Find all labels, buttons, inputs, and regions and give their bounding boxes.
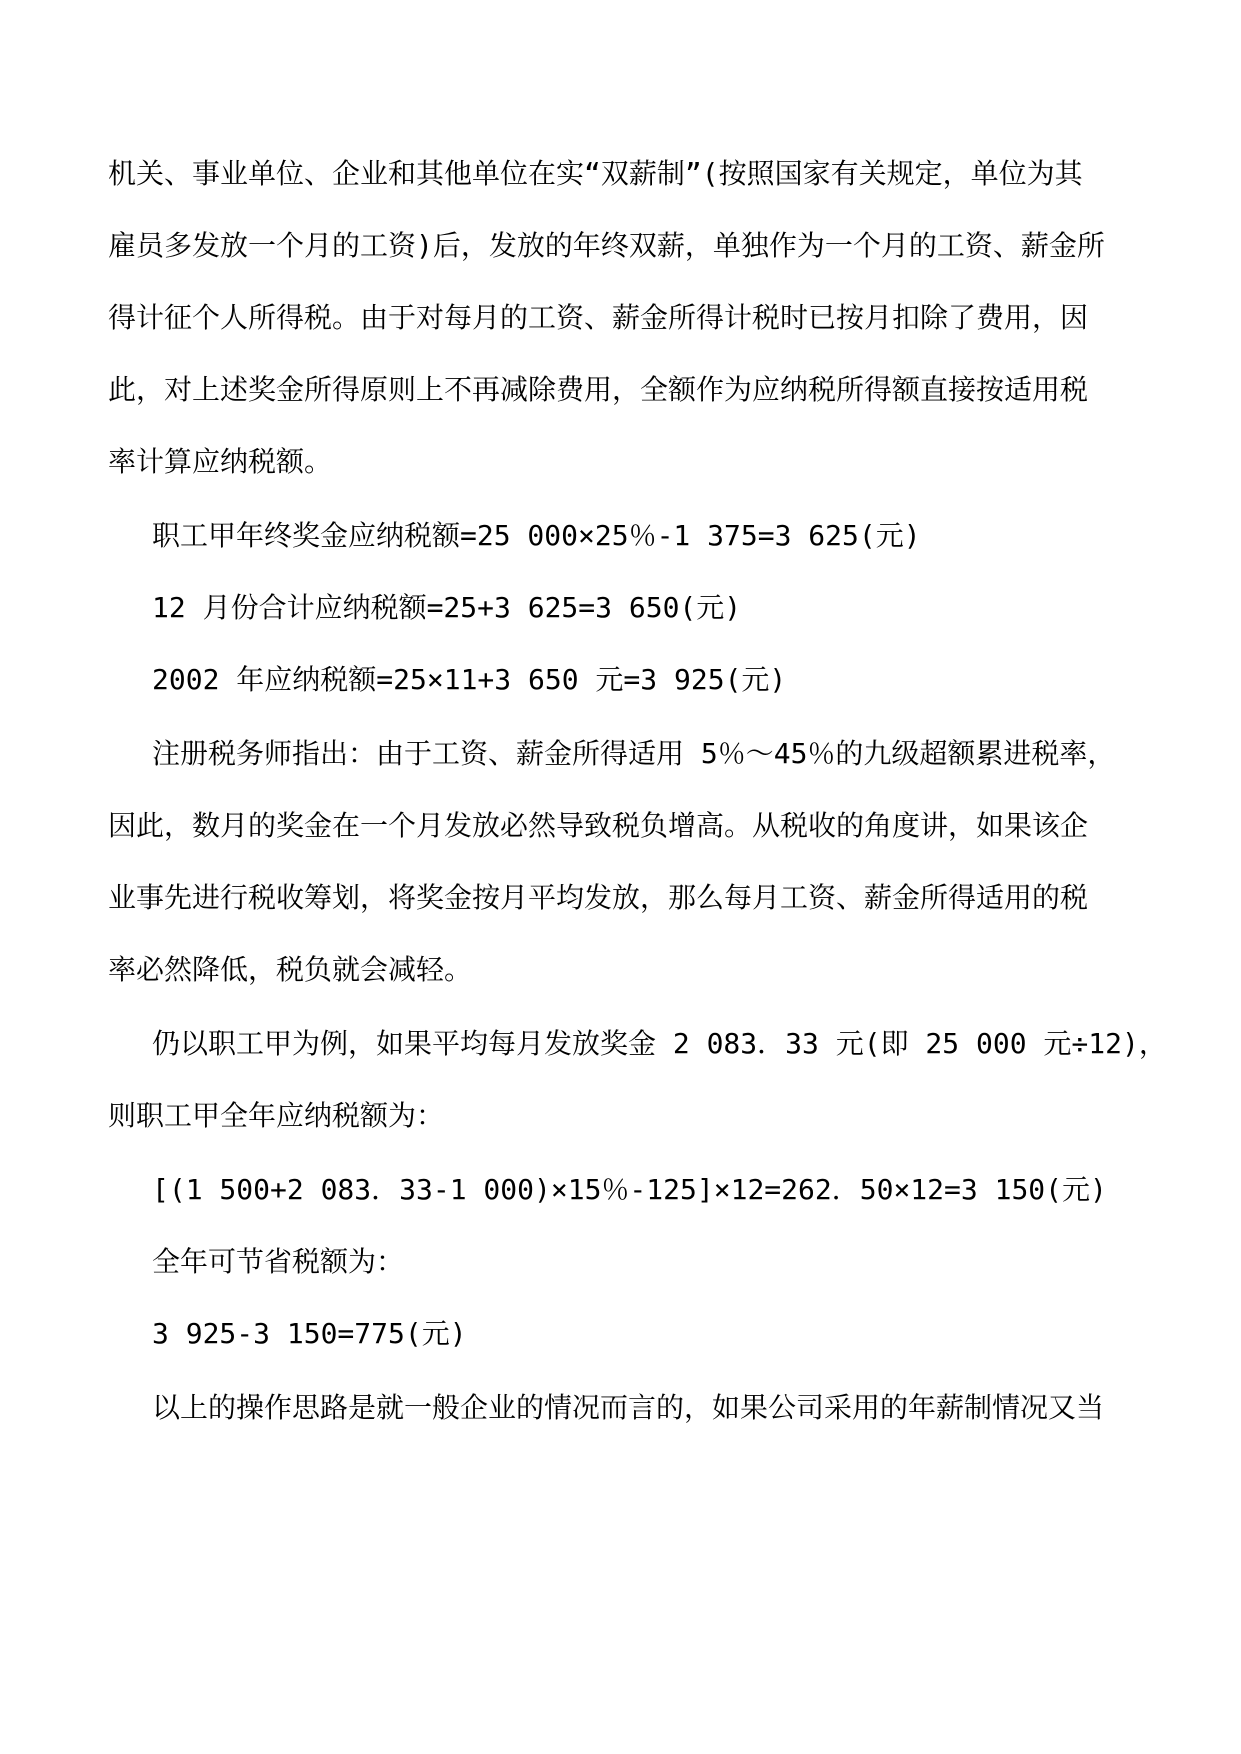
formula-monthly-tax-calculation: [(1 500+2 083．33-1 000)×15％-125]×12=262．50×12=3 150(元) (152, 1173, 1107, 1206)
paragraph-1-line-5: 率计算应纳税额。 (108, 445, 333, 478)
formula-year-end-bonus-tax: 职工甲年终奖金应纳税额=25 000×25％-1 375=3 625(元) (152, 519, 921, 552)
paragraph-example-line-1: 仍以职工甲为例，如果平均每月发放奖金 2 083．33 元(即 25 000 元÷12)， (152, 1027, 1167, 1060)
formula-december-total-tax: 12 月份合计应纳税额=25+3 625=3 650(元) (152, 591, 742, 624)
paragraph-advisor-line-1: 注册税务师指出：由于工资、薪金所得适用 5％～45％的九级超额累进税率， (152, 737, 1116, 770)
paragraph-advisor-line-2: 因此，数月的奖金在一个月发放必然导致税负增高。从税收的角度讲，如果该企 (108, 809, 1089, 842)
formula-annual-tax-2002: 2002 年应纳税额=25×11+3 650 元=3 925(元) (152, 663, 787, 696)
paragraph-1-line-3: 得计征个人所得税。由于对每月的工资、薪金所得计税时已按月扣除了费用，因 (108, 301, 1089, 334)
paragraph-advisor-line-4: 率必然降低，税负就会减轻。 (108, 953, 473, 986)
paragraph-advisor-line-3: 业事先进行税收筹划，将奖金按月平均发放，那么每月工资、薪金所得适用的税 (108, 881, 1089, 914)
paragraph-1-line-4: 此，对上述奖金所得原则上不再减除费用，全额作为应纳税所得额直接按适用税 (108, 373, 1089, 406)
paragraph-closing-line-1: 以上的操作思路是就一般企业的情况而言的，如果公司采用的年薪制情况又当 (152, 1391, 1105, 1424)
formula-annual-savings: 3 925-3 150=775(元) (152, 1317, 467, 1350)
label-annual-savings: 全年可节省税额为： (152, 1245, 405, 1278)
paragraph-1-line-2: 雇员多发放一个月的工资)后，发放的年终双薪，单独作为一个月的工资、薪金所 (108, 229, 1105, 262)
paragraph-example-line-2: 则职工甲全年应纳税额为： (108, 1099, 445, 1132)
paragraph-1-line-1: 机关、事业单位、企业和其他单位在实“双薪制”(按照国家有关规定，单位为其 (108, 157, 1083, 190)
